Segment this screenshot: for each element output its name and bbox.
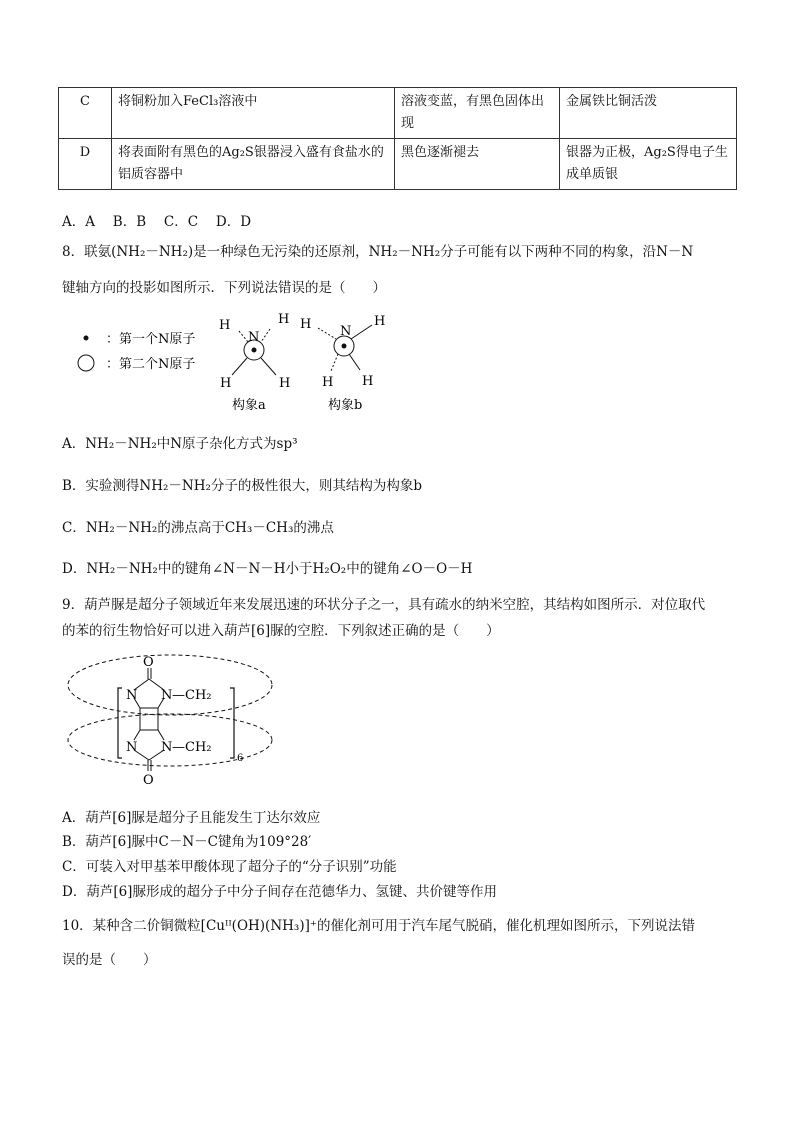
table-row [59, 139, 737, 190]
conformation-a [219, 312, 290, 413]
legend-second-n: ：第二个N原子 [106, 357, 196, 372]
q9-choice-c: C．可装入对甲基苯甲酸体现了超分子的“分子识别”功能 [62, 859, 397, 875]
atom-o: O [143, 773, 154, 788]
table-cell-option: C [59, 88, 112, 139]
atom-h: H [278, 312, 290, 327]
q10-stem-line1: 10．某种含二价铜微粒[Cuᴵᴵ(OH)(NH₃)]⁺的催化剂可用于汽车尾气脱硝，催化机理如图所示，下列说法错 [62, 918, 695, 934]
q9-stem-line1: 9．葫芦脲是超分子领域近年来发展迅速的环状分子之一，具有疏水的纳米空腔，其结构如图所示．对位取代 [62, 597, 706, 613]
table-cell-operation: 将表面附有黑色的Ag₂S银器浸入盛有食盐水的铝质容器中 [112, 139, 395, 190]
table-cell-phenomenon: 溶液变蓝，有黑色固体出现 [395, 88, 560, 139]
q8-stem-line2: 键轴方向的投影如图所示．下列说法错误的是（ ） [62, 280, 386, 296]
q8-stem-line1: 8．联氨(NH₂－NH₂)是一种绿色无污染的还原剂，NH₂－NH₂分子可能有以下两种不同的构象，沿N－N [62, 244, 694, 260]
atom-n: N [340, 324, 352, 339]
atom-h: H [362, 374, 374, 389]
q9-choice-d: D．葫芦[6]脲形成的超分子中分子间存在范德华力、氢键、共价键等作用 [62, 884, 497, 900]
q9-choice-a: A．葫芦[6]脲是超分子且能发生丁达尔效应 [62, 810, 321, 826]
table-cell-operation: 将铜粉加入FeCl₃溶液中 [112, 88, 395, 139]
atom-n: N [248, 330, 260, 345]
atom-n: N [161, 740, 173, 755]
atom-n: N [126, 688, 138, 703]
atom-h: H [374, 314, 386, 329]
table-cell-conclusion: 金属铁比铜活泼 [560, 88, 737, 139]
atom-h: H [279, 376, 291, 391]
table-cell-conclusion: 银器为正极，Ag₂S得电子生成单质银 [560, 139, 737, 190]
conformation-b [300, 314, 385, 413]
atom-n: N [126, 740, 138, 755]
q8-conformation-figure [60, 305, 420, 417]
second-n-atom-legend-icon [78, 355, 94, 371]
table-cell-phenomenon: 黑色逐渐褪去 [395, 139, 560, 190]
repeat-subscript: 6 [237, 753, 244, 764]
atom-h: H [300, 317, 312, 332]
legend-first-n: ：第一个N原子 [106, 332, 196, 347]
q9-stem-line2: 的苯的衍生物恰好可以进入葫芦[6]脲的空腔．下列叙述正确的是（ ） [62, 623, 500, 639]
group-ch2: —CH₂ [172, 688, 212, 703]
table-cell-option: D [59, 139, 112, 190]
atom-o: O [143, 655, 154, 670]
atom-n: N [161, 688, 173, 703]
atom-h: H [322, 375, 334, 390]
q10-stem-line2: 误的是（ ） [62, 952, 157, 968]
group-ch2: —CH₂ [172, 740, 212, 755]
cucurbituril-structure-figure [62, 648, 292, 798]
first-n-atom-legend-icon [84, 336, 89, 341]
atom-h: H [219, 318, 231, 333]
caption-conformation-b: 构象b [328, 398, 363, 413]
q8-choice-b: B．实验测得NH₂－NH₂分子的极性很大，则其结构为构象b [62, 478, 423, 494]
q8-choice-a: A．NH₂－NH₂中N原子杂化方式为sp³ [62, 436, 298, 452]
table-row [59, 88, 737, 139]
q8-choice-d: D．NH₂－NH₂中的键角∠N－N－H小于H₂O₂中的键角∠O－O－H [62, 561, 473, 577]
atom-h: H [220, 376, 232, 391]
q7-choices: A．A B．B C．C D．D [62, 214, 252, 230]
q9-choice-b: B．葫芦[6]脲中C－N－C键角为109°28′ [62, 834, 312, 850]
answer-table [58, 87, 737, 190]
caption-conformation-a: 构象a [232, 398, 266, 413]
q8-choice-c: C．NH₂－NH₂的沸点高于CH₃－CH₃的沸点 [62, 520, 334, 536]
